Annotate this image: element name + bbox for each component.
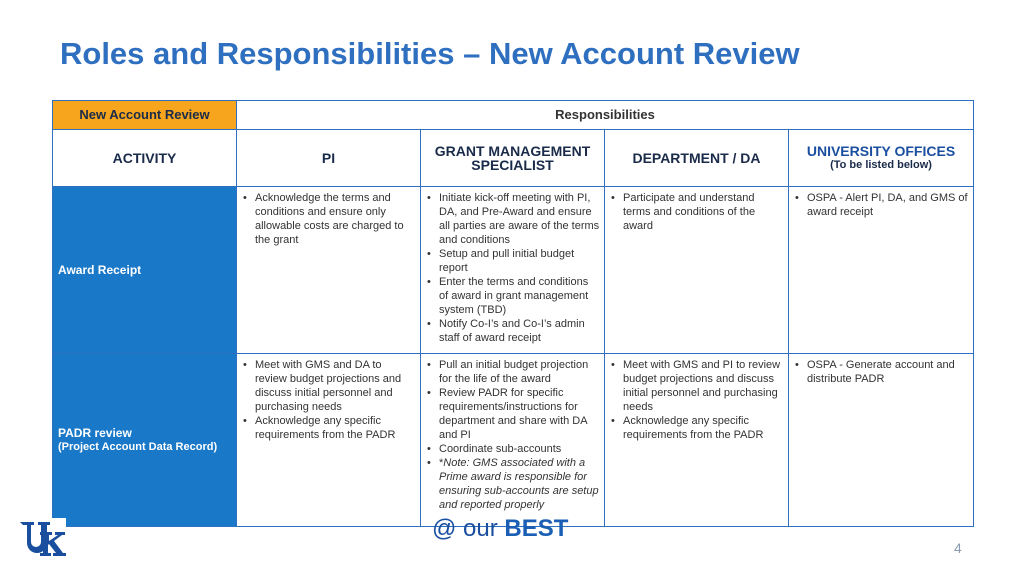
new-account-review-header: New Account Review: [53, 101, 237, 130]
list-item: • Acknowledge any specific requirements from the PADR: [241, 414, 416, 442]
list-item: • Meet with GMS and PI to review budget projections and discuss initial personnel and purchasing needs: [609, 358, 784, 414]
list-item: • Review PADR for specific requirements/instructions for department and share with DA and PI: [425, 386, 600, 442]
list-item: • Setup and pull initial budget report: [425, 247, 600, 275]
university-offices-header: [789, 130, 974, 187]
activity-cell: [53, 187, 237, 354]
activity-sublabel: (Project Account Data Record): [58, 441, 218, 453]
our-best-word: BEST: [504, 515, 569, 542]
responsibilities-header: Responsibilities: [237, 101, 974, 130]
university-offices-label: UNIVERSITY OFFICES: [806, 143, 956, 159]
list-item: • Notify Co-I’s and Co-I’s admin staff of award receipt: [425, 317, 600, 345]
activity-label: Award Receipt: [58, 263, 142, 277]
department-cell: [605, 354, 789, 527]
activity-cell: [53, 354, 237, 527]
uk-logo-icon: [18, 518, 66, 558]
table-row-award-receipt: [53, 187, 974, 354]
list-item: • OSPA - Alert PI, DA, and GMS of award receipt: [793, 191, 969, 219]
table-row-padr-review: [53, 354, 974, 527]
pi-cell: [237, 354, 421, 527]
our-best-logo: [432, 515, 568, 543]
university-offices-cell: [789, 187, 974, 354]
responsibilities-table: [52, 100, 974, 527]
list-item: • Pull an initial budget projection for the life of the award: [425, 358, 600, 386]
list-item: • Initiate kick-off meeting with PI, DA, and Pre-Award and ensure all parties are aware of the terms and conditions: [425, 191, 600, 247]
our-best-prefix: @ our: [432, 515, 498, 542]
list-item: • Coordinate sub-accounts: [425, 442, 600, 456]
note-text: Note: GMS associated with a Prime award is responsible for ensuring sub-accounts are setup and reported properly: [439, 457, 599, 511]
list-item-note: [425, 456, 600, 512]
department-cell: [605, 187, 789, 354]
page-number: 4: [954, 540, 962, 556]
university-offices-sublabel: (To be listed below): [830, 159, 932, 171]
gms-cell: [421, 187, 605, 354]
gms-cell: [421, 354, 605, 527]
activity-label: PADR review: [58, 426, 132, 440]
note-prefix: *: [439, 457, 444, 469]
activity-header: ACTIVITY: [53, 130, 237, 187]
header-row-2: [53, 130, 974, 187]
list-item: • OSPA - Generate account and distribute PADR: [793, 358, 969, 386]
list-item: • Acknowledge any specific requirements from the PADR: [609, 414, 784, 442]
list-item: • Enter the terms and conditions of award in grant management system (TBD): [425, 275, 600, 317]
department-header: DEPARTMENT / DA: [605, 130, 789, 187]
pi-header: PI: [237, 130, 421, 187]
list-item: • Acknowledge the terms and conditions and ensure only allowable costs are charged to the grant: [241, 191, 416, 247]
slide-title: Roles and Responsibilities – New Account Review: [60, 36, 800, 71]
pi-cell: [237, 187, 421, 354]
list-item: • Participate and understand terms and conditions of the award: [609, 191, 784, 233]
header-row-1: [53, 101, 974, 130]
university-offices-cell: [789, 354, 974, 527]
gms-header: GRANT MANAGEMENT SPECIALIST: [421, 130, 605, 187]
list-item: • Meet with GMS and DA to review budget projections and discuss initial personnel and purchasing needs: [241, 358, 416, 414]
